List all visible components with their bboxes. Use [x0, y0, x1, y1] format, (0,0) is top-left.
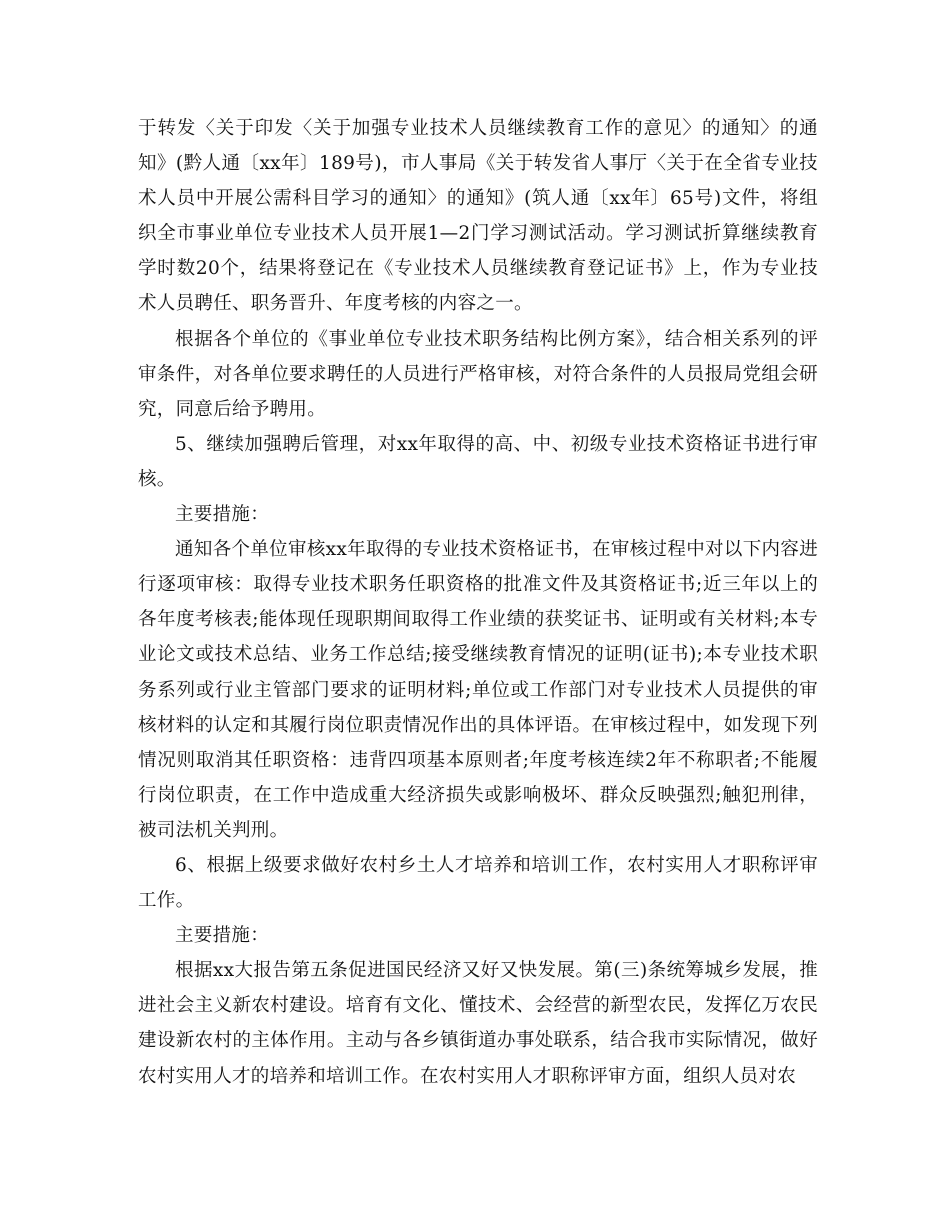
section-heading: 主要措施：: [175, 925, 270, 947]
body-paragraph: 通知各个单位审核xx年取得的专业技术资格证书，在审核过程中对以下内容进行逐项审核：取得专业技术职务任职资格的批准文件及其资格证书;近三年以上的各年度考核表;能体现任现职期间取得工作业绩的获奖证书、证明或有关材料;本专业论文或技术总结、业务工作总结;接受继续教育情况的证明(证书);本专业技术职务系列或行业主管部门要求的证明材料;单位或工作部门对专业技术人员提供的审核材料的认定和其履行岗位职责情况作出的具体评语。在审核过程中，如发现下列情况则取消其任职资格：违背四项基本原则者;年度考核连续2年不称职者;不能履行岗位职责，在工作中造成重大经济损失或影响极坏、群众反映强烈;触犯刑律，被司法机关判刑。: [138, 539, 818, 841]
body-paragraph: 于转发〈关于印发〈关于加强专业技术人员继续教育工作的意见〉的通知〉的通知》(黔人通〔xx年〕189号)，市人事局《关于转发省人事厅〈关于在全省专业技术人员中开展公需科目学习的通知〉的通知》(筑人通〔xx年〕65号)文件，将组织全市事业单位专业技术人员开展1—2门学习测试活动。学习测试折算继续教育学时数20个，结果将登记在《专业技术人员继续教育登记证书》上，作为专业技术人员聘任、职务晋升、年度考核的内容之一。: [138, 118, 818, 315]
body-paragraph: 5、继续加强聘后管理，对xx年取得的高、中、初级专业技术资格证书进行审核。: [138, 433, 818, 490]
body-paragraph: 根据xx大报告第五条促进国民经济又好又快发展。第(三)条统筹城乡发展，推进社会主义新农村建设。培育有文化、懂技术、会经营的新型农民，发挥亿万农民建设新农村的主体作用。主动与各乡镇街道办事处联系，结合我市实际情况，做好农村实用人才的培养和培训工作。在农村实用人才职称评审方面，组织人员对农: [138, 960, 818, 1087]
section-heading: 主要措施：: [175, 504, 270, 526]
document-page: [138, 111, 818, 1094]
body-paragraph: 根据各个单位的《事业单位专业技术职务结构比例方案》，结合相关系列的评审条件，对各单位要求聘任的人员进行严格审核，对符合条件的人员报局党组会研究，同意后给予聘用。: [138, 328, 818, 420]
body-paragraph: 6、根据上级要求做好农村乡土人才培养和培训工作，农村实用人才职称评审工作。: [138, 854, 818, 912]
